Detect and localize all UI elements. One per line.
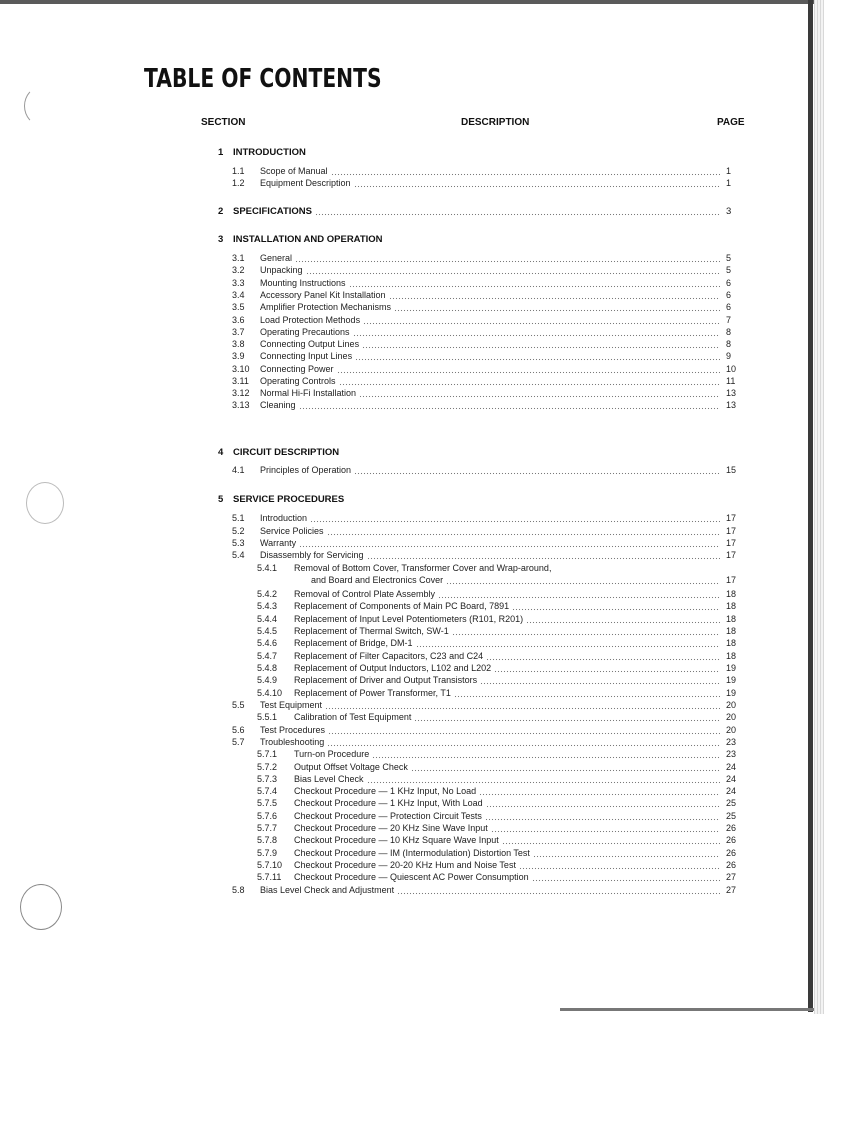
toc-entry-number: 5.4.9 — [257, 675, 278, 685]
dot-leader — [397, 885, 720, 896]
toc-entry-number: 1.1 — [232, 166, 245, 176]
dot-leader — [479, 786, 720, 797]
toc-entry — [0, 872, 866, 883]
toc-entry-page: 3 — [726, 206, 732, 217]
toc-entry-page: 13 — [726, 400, 737, 410]
toc-entry — [0, 400, 866, 411]
toc-entry-page: 17 — [726, 526, 737, 536]
column-header-page: PAGE — [717, 117, 745, 128]
toc-entry-number: 3.5 — [232, 302, 245, 312]
toc-entry — [0, 550, 866, 561]
dot-leader — [446, 575, 720, 586]
column-header-section: SECTION — [201, 117, 246, 128]
dot-leader — [295, 253, 720, 264]
dot-leader — [327, 526, 720, 537]
toc-entry — [0, 860, 866, 871]
toc-entry-page: 17 — [726, 513, 737, 523]
toc-entry-title: Cleaning — [260, 400, 296, 410]
toc-entry — [0, 265, 866, 276]
toc-entry-title: Removal of Bottom Cover, Transformer Cover and Wrap-around, — [294, 563, 552, 573]
toc-entry-title: Turn-on Procedure — [294, 749, 370, 759]
toc-entry-title: Calibration of Test Equipment — [294, 712, 412, 722]
toc-entry-page: 19 — [726, 663, 737, 673]
toc-entry-number: 3.1 — [232, 253, 245, 263]
toc-entry-title: Introduction — [260, 513, 308, 523]
dot-leader — [438, 589, 720, 600]
dot-leader — [325, 700, 720, 711]
toc-entry-number: 5.4.4 — [257, 614, 278, 624]
toc-entry-page: 6 — [726, 278, 732, 288]
toc-entry — [0, 811, 866, 822]
toc-entry-number: 2 — [218, 206, 224, 217]
toc-entry-title: Replacement of Driver and Output Transistors — [294, 675, 478, 685]
toc-entry — [0, 798, 866, 809]
dot-leader — [389, 290, 720, 301]
toc-entry-number: 5.7.1 — [257, 749, 278, 759]
dot-leader — [394, 302, 720, 313]
toc-entry-number: 5.4.6 — [257, 638, 278, 648]
toc-entry-page: 20 — [726, 725, 737, 735]
toc-entry-number: 5.4.5 — [257, 626, 278, 636]
toc-section-heading — [0, 494, 866, 505]
toc-section-heading — [0, 447, 866, 458]
toc-entry — [0, 339, 866, 350]
toc-entry-title: Removal of Control Plate Assembly — [294, 589, 436, 599]
toc-entry-number: 3.3 — [232, 278, 245, 288]
dot-leader — [359, 388, 720, 399]
toc-entry — [0, 626, 866, 637]
dot-leader — [349, 278, 720, 289]
toc-entry-number: 5.8 — [232, 885, 245, 895]
toc-entry — [0, 614, 866, 625]
toc-entry-page: 18 — [726, 651, 737, 661]
toc-entry-number: 5.6 — [232, 725, 245, 735]
toc-entry-title: General — [260, 253, 293, 263]
toc-entry-number: 5.4.8 — [257, 663, 278, 673]
toc-entry-page: 17 — [726, 538, 737, 548]
dot-leader — [354, 465, 720, 476]
toc-entry-title: Checkout Procedure — Protection Circuit Tests — [294, 811, 482, 821]
toc-entry-number: 5.7.5 — [257, 798, 278, 808]
toc-entry-page: 19 — [726, 675, 737, 685]
toc-entry-title: Bias Level Check and Adjustment — [260, 885, 395, 895]
toc-entry — [0, 848, 866, 859]
toc-entry-title: Replacement of Thermal Switch, SW-1 — [294, 626, 449, 636]
toc-entry — [0, 166, 866, 177]
toc-entry-number: 5.4.2 — [257, 589, 278, 599]
toc-entry-number: 3.12 — [232, 388, 250, 398]
toc-entry-page: 24 — [726, 774, 737, 784]
toc-entry-page: 26 — [726, 860, 737, 870]
dot-leader — [372, 749, 720, 760]
toc-entry — [0, 835, 866, 846]
toc-entry-number: 3.11 — [232, 376, 249, 386]
toc-entry — [0, 278, 866, 289]
toc-entry-page: 6 — [726, 302, 732, 312]
toc-entry-number: 5.7.10 — [257, 860, 283, 870]
toc-entry-title: Checkout Procedure — IM (Intermodulation) Distortion Test — [294, 848, 530, 858]
toc-entry-page: 7 — [726, 315, 732, 325]
toc-entry — [0, 253, 866, 264]
toc-entry-page: 18 — [726, 638, 737, 648]
toc-entry — [0, 351, 866, 362]
toc-entry-title: Checkout Procedure — 10 KHz Square Wave Input — [294, 835, 499, 845]
toc-entry-title: Troubleshooting — [260, 737, 325, 747]
toc-entry-number: 3.7 — [232, 327, 245, 337]
dot-leader — [327, 737, 720, 748]
toc-entry-page: 26 — [726, 848, 737, 858]
toc-entry-page: 27 — [726, 872, 737, 882]
toc-entry-title: INSTALLATION AND OPERATION — [233, 234, 383, 245]
dot-leader — [355, 351, 720, 362]
toc-entry-page: 24 — [726, 762, 737, 772]
dot-leader — [486, 651, 720, 662]
toc-entry — [0, 712, 866, 723]
toc-entry-title: INTRODUCTION — [233, 147, 306, 158]
toc-entry-number: 3.2 — [232, 265, 245, 275]
toc-entry-page: 20 — [726, 712, 737, 722]
toc-entry — [0, 388, 866, 399]
toc-entry-page: 18 — [726, 601, 737, 611]
dot-leader — [532, 872, 720, 883]
dot-leader — [486, 798, 720, 809]
toc-entry — [0, 762, 866, 773]
toc-entry-title: Connecting Power — [260, 364, 334, 374]
dot-leader — [502, 835, 720, 846]
dot-leader — [367, 550, 720, 561]
toc-entry-page: 18 — [726, 626, 737, 636]
toc-entry — [0, 737, 866, 748]
toc-entry-title: Checkout Procedure — 1 KHz Input, No Load — [294, 786, 477, 796]
toc-entry-page: 26 — [726, 823, 737, 833]
dot-leader — [414, 712, 720, 723]
toc-entry-page: 9 — [726, 351, 732, 361]
toc-entry — [0, 364, 866, 375]
dot-leader — [416, 638, 720, 649]
toc-entry-page: 18 — [726, 614, 737, 624]
toc-entry-number: 5.7.2 — [257, 762, 278, 772]
toc-entry-title: Replacement of Bridge, DM-1 — [294, 638, 413, 648]
toc-entry-number: 5.5.1 — [257, 712, 278, 722]
toc-entry-number: 1 — [218, 147, 224, 158]
dot-leader — [363, 315, 720, 326]
toc-entry-page: 26 — [726, 835, 737, 845]
toc-entry — [0, 688, 866, 699]
toc-entry — [0, 513, 866, 524]
dot-leader — [337, 364, 720, 375]
toc-entry-number: 5.4.1 — [257, 563, 278, 573]
toc-entry-page: 23 — [726, 737, 737, 747]
toc-entry-number: 5.7 — [232, 737, 245, 747]
toc-entry-title: Replacement of Input Level Potentiometers (R101, R201) — [294, 614, 524, 624]
toc-entry — [0, 538, 866, 549]
toc-entry-title: Service Policies — [260, 526, 324, 536]
toc-entry-title: Checkout Procedure — 20-20 KHz Hum and Noise Test — [294, 860, 516, 870]
toc-entry-number: 3 — [218, 234, 224, 245]
toc-entry — [0, 786, 866, 797]
toc-entry-title: Checkout Procedure — 1 KHz Input, With Load — [294, 798, 483, 808]
dot-leader — [339, 376, 720, 387]
toc-entry-title: Bias Level Check — [294, 774, 364, 784]
toc-entry — [0, 526, 866, 537]
dot-leader — [411, 762, 720, 773]
toc-entry-number: 5.4.7 — [257, 651, 278, 661]
toc-entry-page: 20 — [726, 700, 737, 710]
toc-entry-page: 1 — [726, 166, 732, 176]
toc-entry-page: 19 — [726, 688, 737, 698]
toc-entry-page: 25 — [726, 798, 737, 808]
toc-entry-title: Replacement of Output Inductors, L102 and L202 — [294, 663, 492, 673]
toc-entry — [0, 589, 866, 600]
toc-entry — [0, 315, 866, 326]
toc-entry-title: SERVICE PROCEDURES — [233, 494, 345, 505]
toc-entry — [0, 302, 866, 313]
toc-entry-number: 4 — [218, 447, 224, 458]
dot-leader — [494, 663, 720, 674]
toc-entry-page: 24 — [726, 786, 737, 796]
toc-entry-number: 3.10 — [232, 364, 250, 374]
toc-entry-title: Operating Precautions — [260, 327, 350, 337]
toc-entry — [0, 700, 866, 711]
dot-leader — [299, 538, 720, 549]
toc-entry-page: 17 — [726, 550, 737, 560]
toc-entry — [0, 774, 866, 785]
toc-entry-number: 5.7.11 — [257, 872, 282, 882]
toc-entry-title: Mounting Instructions — [260, 278, 346, 288]
dot-leader — [315, 206, 720, 217]
toc-entry-number: 5.7.9 — [257, 848, 278, 858]
toc-entry-number: 5.7.4 — [257, 786, 278, 796]
toc-entry-number: 5.7.7 — [257, 823, 278, 833]
toc-entry — [0, 601, 866, 612]
dot-leader — [526, 614, 720, 625]
toc-entry-number: 5.3 — [232, 538, 245, 548]
toc-entry-number: 3.9 — [232, 351, 245, 361]
toc-entry-title: Accessory Panel Kit Installation — [260, 290, 386, 300]
toc-entry-title: Operating Controls — [260, 376, 336, 386]
dot-leader — [306, 265, 720, 276]
toc-entry-page: 13 — [726, 388, 737, 398]
toc-entry — [0, 178, 866, 189]
toc-entry-title: Checkout Procedure — 20 KHz Sine Wave Input — [294, 823, 488, 833]
toc-entry-page: 8 — [726, 327, 732, 337]
dot-leader — [480, 675, 720, 686]
toc-entry-page: 5 — [726, 253, 732, 263]
toc-entry-page: 1 — [726, 178, 732, 188]
toc-entry-title: Scope of Manual — [260, 166, 328, 176]
toc-entry-number: 5.4.10 — [257, 688, 283, 698]
dot-leader — [485, 811, 720, 822]
page-title: TABLE OF CONTENTS — [144, 64, 382, 94]
dot-leader — [454, 688, 720, 699]
toc-entry-number: 3.6 — [232, 315, 245, 325]
toc-entry-number: 5 — [218, 494, 224, 505]
toc-entry-number: 5.2 — [232, 526, 245, 536]
toc-entry-page: 10 — [726, 364, 737, 374]
dot-leader — [310, 513, 720, 524]
toc-entry-page: 8 — [726, 339, 732, 349]
toc-entry — [0, 749, 866, 760]
toc-entry-page: 6 — [726, 290, 732, 300]
toc-entry-title: Output Offset Voltage Check — [294, 762, 408, 772]
toc-entry-number: 5.7.3 — [257, 774, 278, 784]
toc-entry-number: 3.8 — [232, 339, 245, 349]
toc-entry-title: Replacement of Filter Capacitors, C23 and C24 — [294, 651, 484, 661]
toc-entry-page: 27 — [726, 885, 737, 895]
toc-entry-title: Disassembly for Servicing — [260, 550, 364, 560]
toc-entry-page: 25 — [726, 811, 737, 821]
toc-entry-page: 18 — [726, 589, 737, 599]
toc-entry-number: 3.4 — [232, 290, 245, 300]
toc-entry-title: Replacement of Power Transformer, T1 — [294, 688, 451, 698]
toc-entry-title: Test Equipment — [260, 700, 323, 710]
toc-entry-page: 15 — [726, 465, 737, 475]
toc-entry — [0, 575, 866, 586]
toc-entry-number: 5.4.3 — [257, 601, 278, 611]
toc-entry — [0, 465, 866, 476]
toc-entry-number: 1.2 — [232, 178, 245, 188]
dot-leader — [353, 327, 720, 338]
dot-leader — [331, 166, 720, 177]
toc-entry-title: Warranty — [260, 538, 297, 548]
toc-entry — [0, 725, 866, 736]
toc-entry — [0, 823, 866, 834]
dot-leader — [491, 823, 720, 834]
toc-entry-title: Test Procedures — [260, 725, 326, 735]
toc-entry — [0, 290, 866, 301]
toc-entry-title: Checkout Procedure — Quiescent AC Power Consumption — [294, 872, 529, 882]
toc-section-heading — [0, 147, 866, 158]
toc-entry-title: Unpacking — [260, 265, 303, 275]
toc-entry-title: Connecting Input Lines — [260, 351, 353, 361]
dot-leader — [328, 725, 720, 736]
toc-entry-number: 5.4 — [232, 550, 245, 560]
toc-entry-number: 4.1 — [232, 465, 245, 475]
toc-entry-page: 17 — [726, 575, 737, 585]
toc-section-heading — [0, 206, 866, 217]
toc-entry-title: Principles of Operation — [260, 465, 352, 475]
column-header-description: DESCRIPTION — [461, 117, 530, 128]
toc-entry — [0, 327, 866, 338]
toc-entry — [0, 651, 866, 662]
toc-entry-page: 11 — [726, 376, 736, 386]
toc-entry-page: 23 — [726, 749, 737, 759]
toc-entry — [0, 638, 866, 649]
toc-entry-title: Connecting Output Lines — [260, 339, 360, 349]
toc-entry — [0, 885, 866, 896]
toc-entry-number: 5.5 — [232, 700, 245, 710]
toc-entry-title: Equipment Description — [260, 178, 351, 188]
toc-entry-number: 5.7.6 — [257, 811, 278, 821]
toc-entry-number: 5.1 — [232, 513, 245, 523]
dot-leader — [354, 178, 720, 189]
toc-entry-title: Normal Hi-Fi Installation — [260, 388, 357, 398]
dot-leader — [367, 774, 720, 785]
toc-section-heading — [0, 234, 866, 245]
toc-entry — [0, 563, 866, 574]
dot-leader — [452, 626, 720, 637]
toc-entry-title: Load Protection Methods — [260, 315, 361, 325]
toc-entry — [0, 376, 866, 387]
toc-entry — [0, 675, 866, 686]
toc-entry-title: Replacement of Components of Main PC Board, 7891 — [294, 601, 510, 611]
toc-entry-page: 5 — [726, 265, 732, 275]
toc-entry-title: and Board and Electronics Cover — [311, 575, 444, 585]
dot-leader — [519, 860, 720, 871]
toc-entry-title: CIRCUIT DESCRIPTION — [233, 447, 340, 458]
toc-entry-number: 3.13 — [232, 400, 250, 410]
toc-entry-title: Amplifier Protection Mechanisms — [260, 302, 392, 312]
dot-leader — [512, 601, 720, 612]
dot-leader — [533, 848, 720, 859]
dot-leader — [299, 400, 720, 411]
toc-entry-number: 5.7.8 — [257, 835, 278, 845]
toc-entry-title: SPECIFICATIONS — [233, 206, 312, 217]
dot-leader — [362, 339, 720, 350]
toc-entry — [0, 663, 866, 674]
